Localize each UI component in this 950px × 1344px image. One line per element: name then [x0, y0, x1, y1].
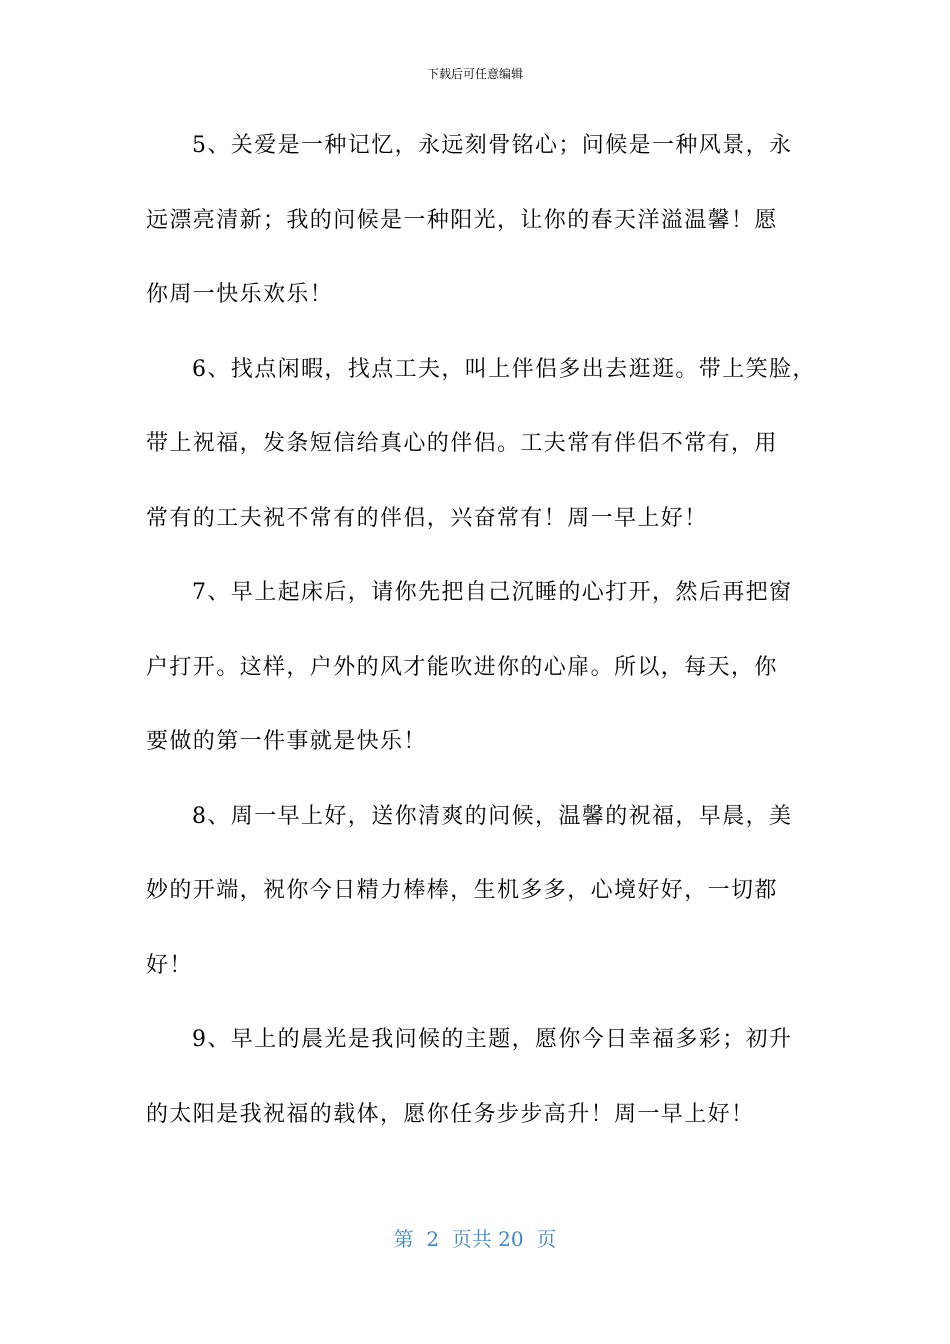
paragraph-line: 好！ — [146, 952, 193, 978]
paragraph-5 — [146, 124, 810, 348]
paragraph-line: 9、早上的晨光是我问候的主题，愿你今日幸福多彩；初升 — [192, 1027, 793, 1052]
paragraph-line: 妙的开端，祝你今日精力棒棒，生机多多，心境好好，一切都 — [146, 878, 778, 903]
paragraph-line: 7、早上起床后，请你先把自己沉睡的心打开，然后再把窗 — [192, 580, 793, 605]
paragraph-7 — [146, 571, 810, 795]
paragraph-line: 要做的第一件事就是快乐！ — [146, 729, 427, 754]
paragraph-6 — [146, 348, 816, 572]
paragraph-line: 5、关爱是一种记忆，永远刻骨铭心；问候是一种风景，永 — [192, 133, 793, 158]
page-header: 下载后可任意编辑 — [426, 67, 523, 81]
paragraph-line: 8、周一早上好，送你清爽的问候，温馨的祝福，早晨，美 — [192, 803, 793, 829]
paragraph-line: 的太阳是我祝福的载体，愿你任务步步高升！周一早上好！ — [146, 1101, 755, 1127]
paragraph-line: 常有的工夫祝不常有的伴侣，兴奋常有！周一早上好！ — [146, 505, 708, 531]
document-body — [146, 124, 816, 1167]
paragraph-line: 户打开。这样，户外的风才能吹进你的心扉。所以，每天，你 — [146, 654, 778, 680]
paragraph-8 — [146, 795, 810, 1019]
paragraph-line: 6、找点闲暇，找点工夫，叫上伴侣多出去逛逛。带上笑脸， — [192, 356, 816, 382]
paragraph-line: 你周一快乐欢乐！ — [146, 282, 334, 307]
paragraph-line: 远漂亮清新；我的问候是一种阳光，让你的春天洋溢温馨！愿 — [146, 207, 778, 233]
page-number-footer: 第 2 页共 20 页 — [393, 1227, 557, 1251]
paragraph-9 — [146, 1018, 810, 1167]
paragraph-line: 带上祝福，发条短信给真心的伴侣。工夫常有伴侣不常有，用 — [146, 431, 778, 456]
